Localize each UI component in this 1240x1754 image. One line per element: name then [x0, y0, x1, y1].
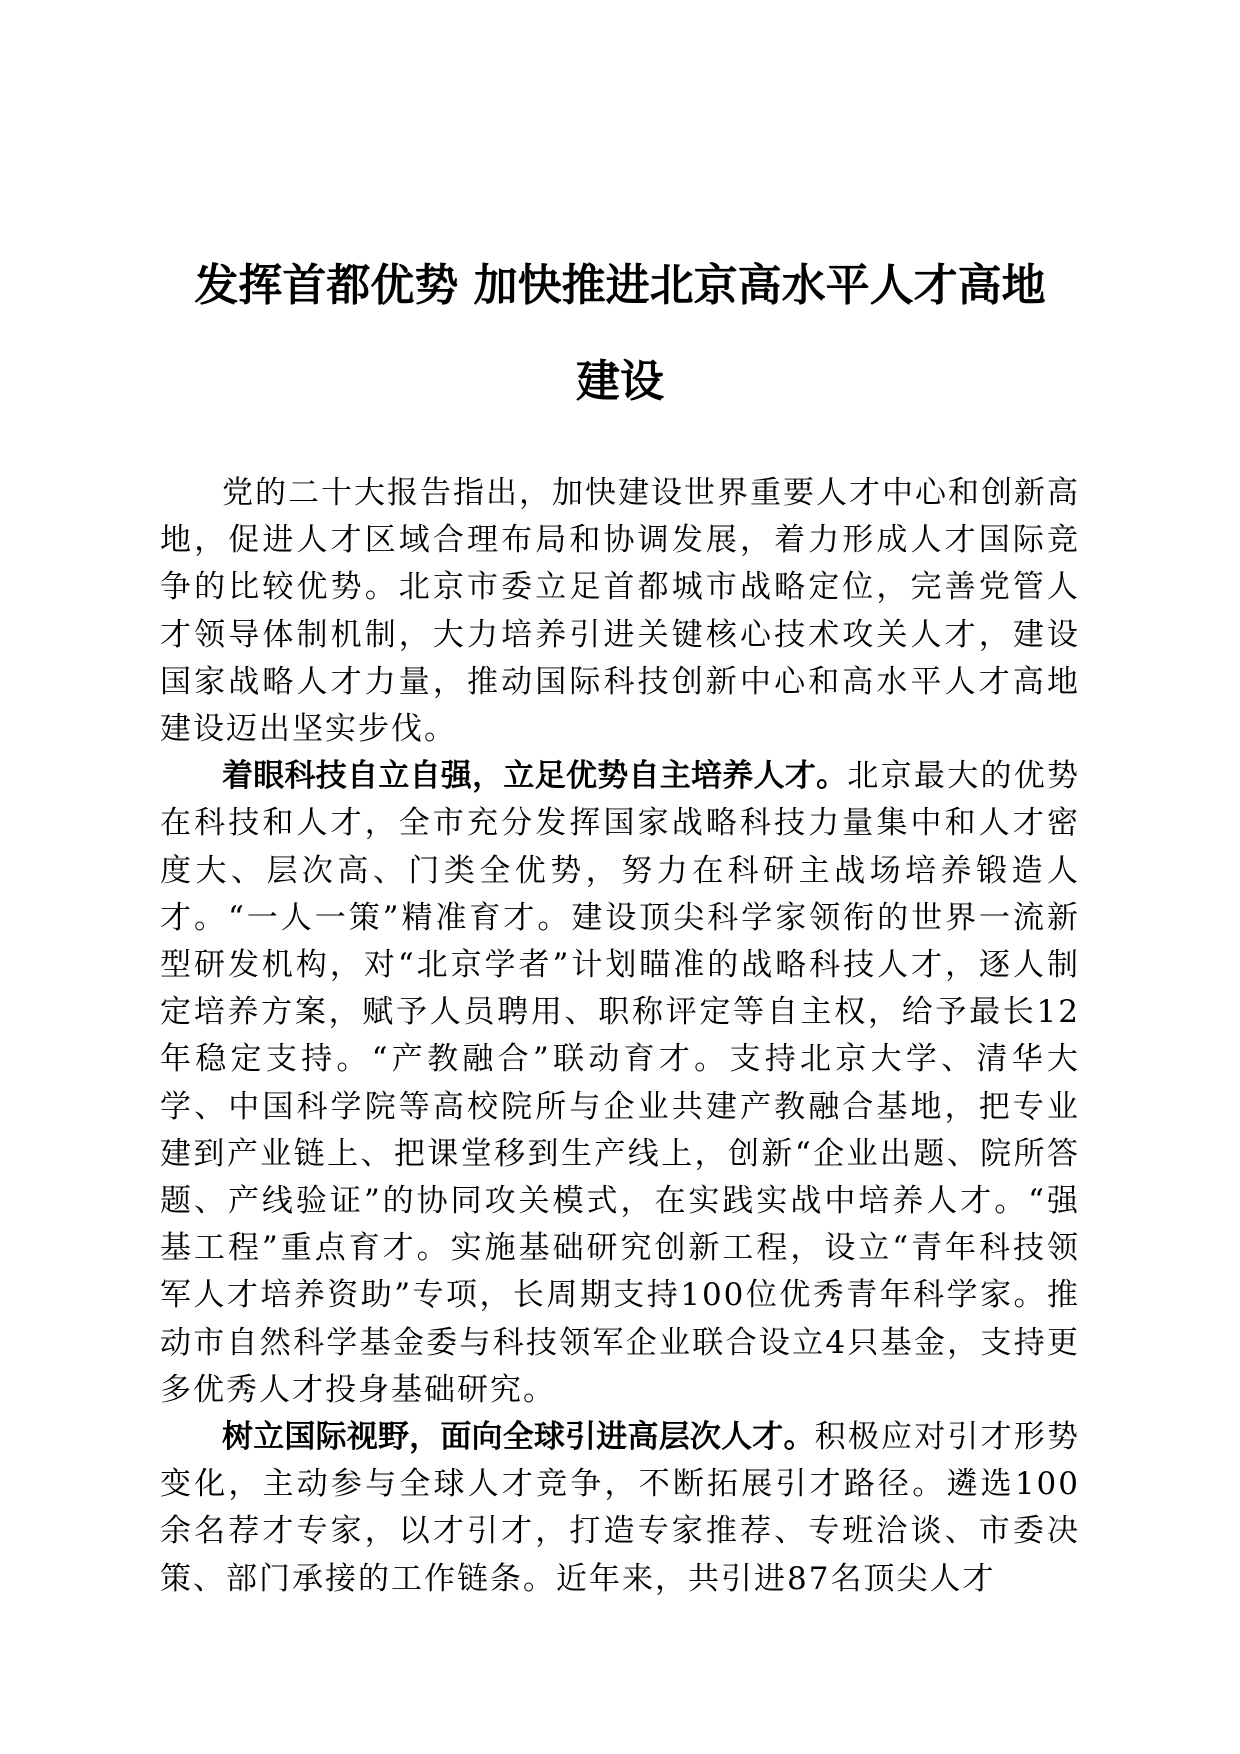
paragraph-intro — [160, 470, 1080, 753]
paragraph-talent-introduction-heading: 树立国际视野，面向全球引进高层次人才。 — [222, 1419, 815, 1456]
title-line-1: 发挥首都优势 加快推进北京高水平人才高地 — [194, 260, 1046, 311]
document-body — [160, 470, 1080, 1603]
paragraph-intro-text: 党的二十大报告指出，加快建设世界重要人才中心和创新高地，促进人才区域合理布局和协调发展，着力形成人才国际竞争的比较优势。北京市委立足首都城市战略定位，完善党管人才领导体制机制，大力培养引进关键核心技术攻关人才，建设国家战略人才力量，推动国际科技创新中心和高水平人才高地建设迈出坚实步伐。 — [160, 475, 1080, 748]
paragraph-talent-introduction-text: 积极应对引才形势变化，主动参与全球人才竞争，不断拓展引才路径。遴选100余名荐才专家，以才引才，打造专家推荐、专班洽谈、市委决策、部门承接的工作链条。近年来，共引进87名顶尖人才 — [160, 1419, 1081, 1597]
paragraph-talent-cultivation — [160, 753, 1080, 1414]
paragraph-talent-cultivation-heading: 着眼科技自立自强，立足优势自主培养人才。 — [222, 758, 848, 795]
paragraph-talent-introduction — [160, 1414, 1080, 1603]
title-line-2: 建设 — [576, 356, 664, 407]
document-title — [160, 238, 1080, 430]
paragraph-talent-cultivation-text: 北京最大的优势在科技和人才，全市充分发挥国家战略科技力量集中和人才密度大、层次高、门类全优势，努力在科研主战场培养锻造人才。“一人一策”精准育才。建设顶尖科学家领衔的世界一流新型研发机构，对“北京学者”计划瞄准的战略科技人才，逐人制定培养方案，赋予人员聘用、职称评定等自主权，给予最长12年稳定支持。“产教融合”联动育才。支持北京大学、清华大学、中国科学院等高校院所与企业共建产教融合基地，把专业建到产业链上、把课堂移到生产线上，创新“企业出题、院所答题、产线验证”的协同攻关模式，在实践实战中培养人才。“强基工程”重点育才。实施基础研究创新工程，设立“青年科技领军人才培养资助”专项，长周期支持100位优秀青年科学家。推动市自然科学基金委与科技领军企业联合设立4只基金，支持更多优秀人才投身基础研究。 — [160, 758, 1081, 1408]
